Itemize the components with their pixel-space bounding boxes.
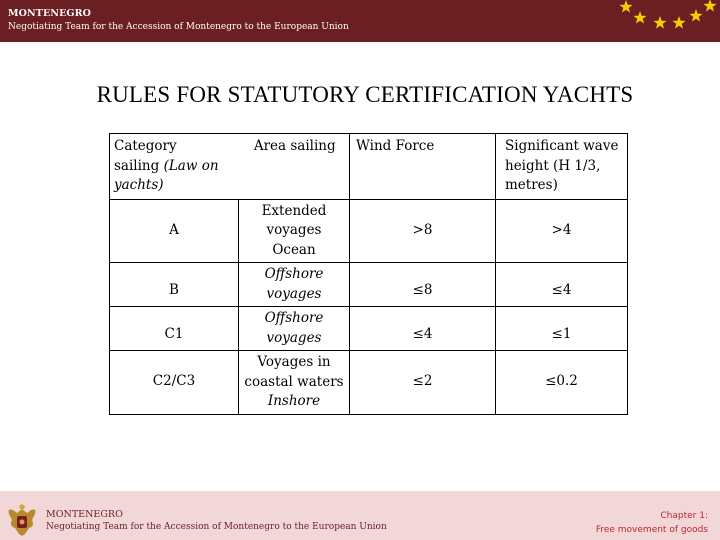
cell-wave: >4 [496,199,628,263]
table-row [110,351,628,415]
page-title: RULES FOR STATUTORY CERTIFICATION YACHTS [96,82,634,107]
cell-wave: ≤1 [496,307,628,351]
eu-stars-icon [612,0,720,42]
cell-area-note: Offshore voyages [239,307,350,351]
cell-wave: ≤0.2 [496,351,628,415]
cell-category: A [110,199,239,263]
cell-area [239,351,350,415]
cell-category: C1 [110,307,239,351]
cell-area-note: Ocean [272,241,316,258]
cell-wind: ≤8 [350,263,496,307]
top-banner [0,0,720,42]
header-area: Area sailing [239,134,350,200]
chapter-number: Chapter 1: [660,511,708,521]
cell-category: B [110,263,239,307]
header-team: Negotiating Team for the Accession of Montenegro to the European Union [8,22,349,32]
header-wind: Wind Force [350,134,496,200]
footer-team: Negotiating Team for the Accession of Montenegro to the European Union [46,522,387,532]
table-header-row [110,134,628,200]
cell-wind: >8 [350,199,496,263]
cell-wave: ≤4 [496,263,628,307]
cell-wind: ≤4 [350,307,496,351]
chapter-title: Free movement of goods [595,525,708,535]
table-row [110,307,628,351]
yacht-rules-table [109,133,628,415]
table-row [110,199,628,263]
cell-area [239,199,350,263]
header-category-note: (Law on yachts) [114,157,219,193]
cell-area-main: Voyages in coastal waters [244,354,344,390]
cell-category: C2/C3 [110,351,239,415]
montenegro-crest-icon [5,504,39,538]
cell-area-note: Offshore voyages [239,263,350,307]
header-category: Category sailing (Law on yachts) [110,134,239,200]
cell-area-note: Inshore [267,393,321,409]
cell-wind: ≤2 [350,351,496,415]
footer-country: MONTENEGRO [46,509,123,520]
cell-area-main: Extended voyages [261,202,327,238]
header-wave: Significant wave height (H 1/3, metres) [496,134,628,200]
table-row [110,263,628,307]
header-country: MONTENEGRO [8,8,91,19]
footer-chapter [596,509,708,537]
bottom-banner [0,491,720,540]
